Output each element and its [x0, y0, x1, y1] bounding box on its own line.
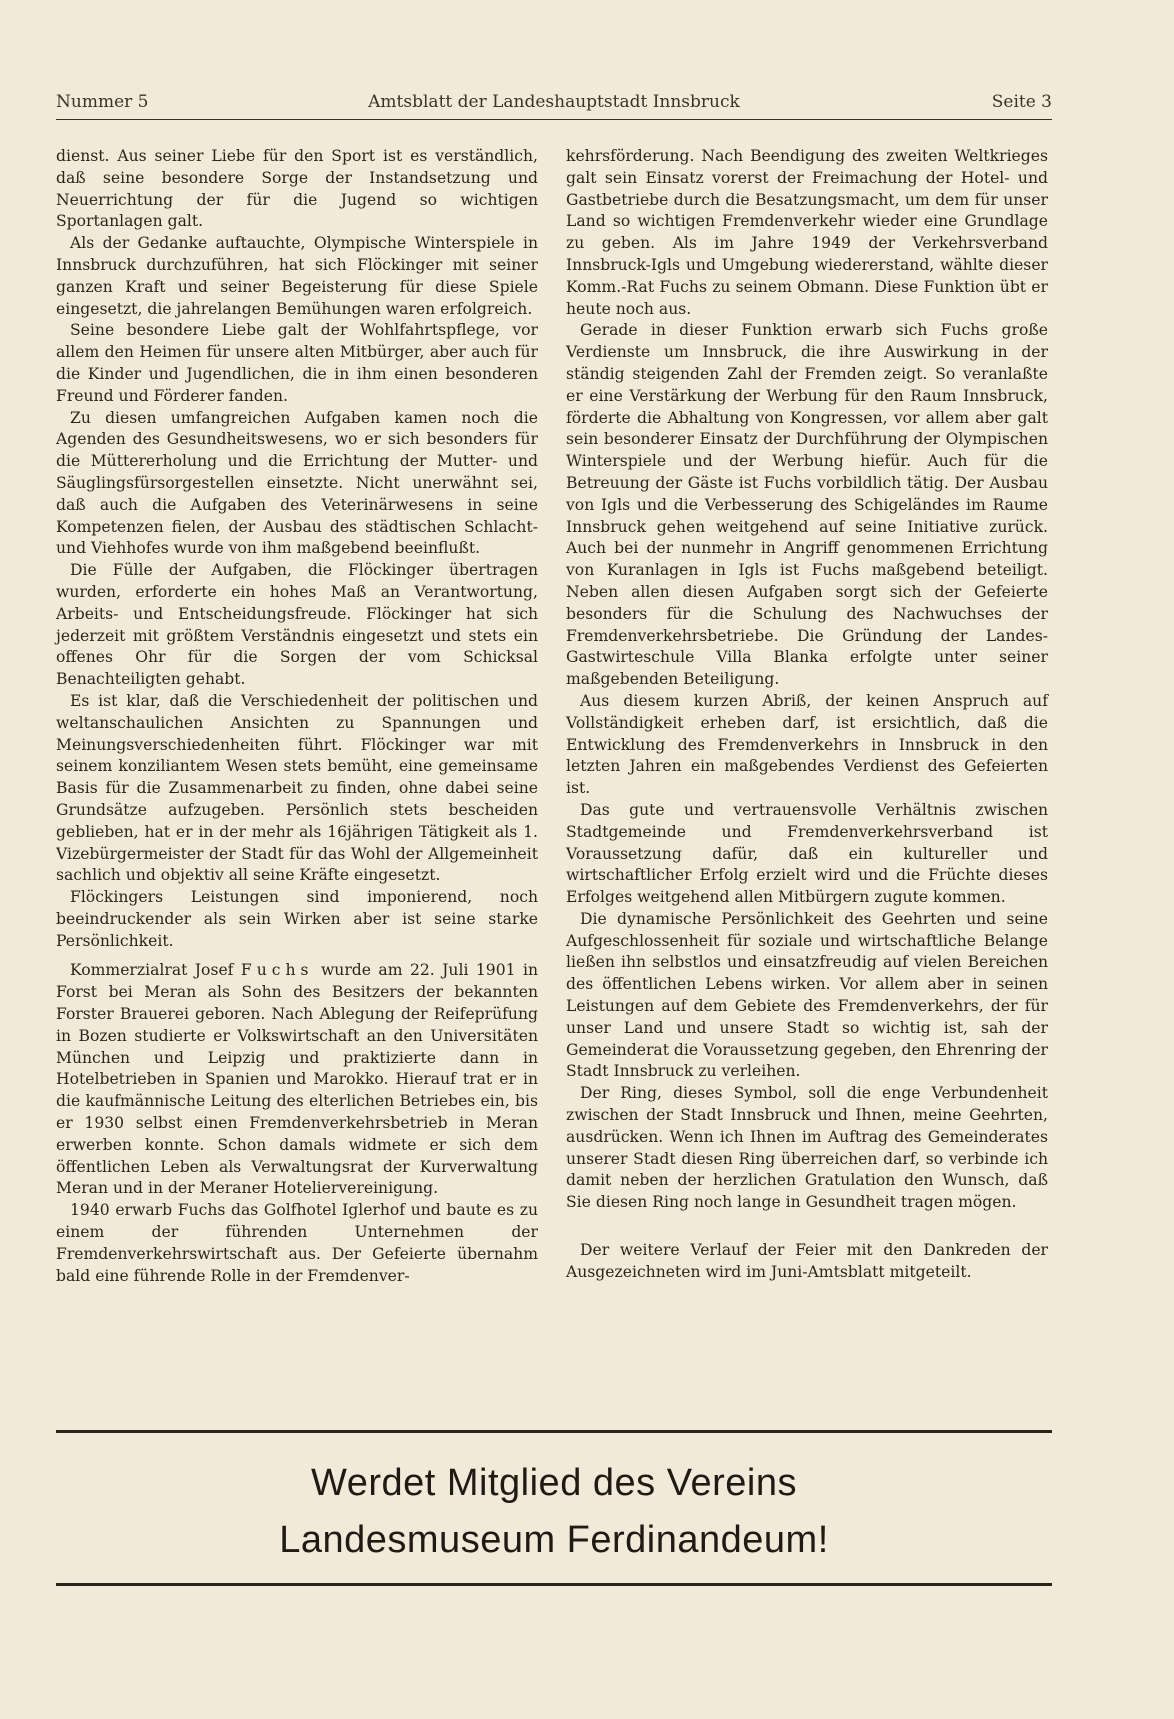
advert-line-2: Landesmuseum Ferdinandeum!: [279, 1519, 829, 1561]
advert-bottom-rule: [56, 1583, 1052, 1586]
advert-top-rule: [56, 1430, 1052, 1433]
header-rule: [56, 119, 1052, 120]
paragraph: Als der Gedanke auftauchte, Olympische Winterspiele in Innsbruck durchzuführen, hat sich Flöckinger mit seiner ganzen Kraft und seiner Begeisterung für diese Spiele eingesetzt, die jahrelangen Bemühungen waren erfolgreich.: [56, 234, 538, 318]
text-run: Kommerzialrat Josef: [70, 961, 241, 980]
person-name: Fuchs: [240, 961, 314, 980]
paragraph: Zu diesen umfangreichen Aufgaben kamen noch die Agenden des Gesundheitswesens, wo er sich besonders für die Müttererholung und die Errichtung der Mutter- und Säuglingsfürsorgestellen einsetzte. Nicht unerwähnt sei, daß auch die Aufgaben des Veterinärwesens in seine Kompetenzen fielen, der Ausbau des städtischen Schlacht- und Viehhofes wurde von ihm maßgebend beeinflußt.: [56, 408, 538, 558]
publication-title: Amtsblatt der Landeshauptstadt Innsbruck: [368, 92, 740, 112]
issue-number: Nummer 5: [56, 92, 149, 112]
page-header: [56, 92, 1052, 118]
paragraph: Gerade in dieser Funktion erwarb sich Fuchs große Verdienste um Innsbruck, die ihre Auswirkung in der ständig steigenden Zahl der Fremden zeigt. So veranlaßte er eine Verstärkung der Werbung für den Raum Innsbruck, förderte die Abhaltung von Kongressen, vor allem aber galt sein besonderer Einsatz der Durchführung der Olympischen Winterspiele und der Werbung hiefür. Auch für die Betreuung der Gäste ist Fuchs vorbildlich tätig. Der Ausbau von Igls und die Verbesserung des Schigeländes im Raume Innsbruck gehen weitgehend auf seine Initiative zurück. Auch bei der nunmehr in Angriff genommenen Errichtung von Kuranlagen in Igls ist Fuchs maßgebend beteiligt. Neben allen diesen Aufgaben sorgt sich der Gefeierte besonders für die Schulung des Nachwuchses der Fremdenverkehrsbetriebe. Die Gründung der Landes-Gastwirteschule Villa Blanka erfolgte unter seiner maßgebenden Beteiligung.: [566, 321, 1048, 689]
paragraph: Flöckingers Leistungen sind imponierend, noch beeindruckender als sein Wirken aber ist seine starke Persönlichkeit.: [56, 888, 538, 950]
paragraph: dienst. Aus seiner Liebe für den Sport ist es verständlich, daß seine besondere Sorge der Instandsetzung und Neuerrichtung der für die Jugend so wichtigen Sportanlagen galt.: [56, 147, 538, 231]
paragraph: Der Ring, dieses Symbol, soll die enge Verbundenheit zwischen der Stadt Innsbruck und Ihnen, meine Geehrten, ausdrücken. Wenn ich Ihnen im Auftrag des Gemeinderates unserer Stadt diesen Ring überreichen darf, so verbinde ich damit neben der herzlichen Gratulation den Wunsch, daß Sie diesen Ring noch lange in Gesundheit tragen mögen.: [566, 1084, 1048, 1212]
paragraph: Das gute und vertrauensvolle Verhältnis zwischen Stadtgemeinde und Fremdenverkehrsverband ist Voraussetzung dafür, daß ein kultureller und wirtschaftlicher Erfolg erzielt wird und die Früchte dieses Erfolges weitgehend allen Mitbürgern zugute kommen.: [566, 800, 1048, 907]
paragraph: kehrsförderung. Nach Beendigung des zweiten Weltkrieges galt sein Einsatz vorerst der Freimachung der Hotel- und Gastbetriebe durch die Besatzungsmacht, um dem für unser Land so wichtigen Fremdenverkehr wieder eine Grundlage zu geben. Als im Jahre 1949 der Verkehrsverband Innsbruck-Igls und Umgebung wiedererstand, wählte dieser Komm.-Rat Fuchs zu seinem Obmann. Diese Funktion übt er heute noch aus.: [566, 147, 1048, 318]
paragraph: 1940 erwarb Fuchs das Golfhotel Iglerhof und baute es zu einem der führenden Unternehmen der Fremdenverkehrswirtschaft aus. Der Gefeierte übernahm bald eine führende Rolle in der Fremdenver-: [56, 1201, 538, 1285]
paragraph: Die dynamische Persönlichkeit des Geehrten und seine Aufgeschlossenheit für soziale und wirtschaftliche Belange ließen ihn selbstlos und einsatzfreudig auf vielen Bereichen des öffentlichen Lebens wirken. Vor allem aber in seinen Leistungen auf dem Gebiete des Fremdenverkehrs, der für unser Land und unsere Stadt so wichtig ist, sah der Gemeinderat die Voraussetzung gegeben, den Ehrenring der Stadt Innsbruck zu verleihen.: [566, 909, 1048, 1081]
paragraph: Aus diesem kurzen Abriß, der keinen Anspruch auf Vollständigkeit erheben darf, ist ersichtlich, daß die Entwicklung des Fremdenverkehrs in Innsbruck in den letzten Jahren ein maßgebendes Verdienst des Gefeierten ist.: [566, 691, 1048, 798]
left-column: [56, 146, 538, 1287]
text-run: wurde am 22. Juli 1901 in Forst bei Meran als Sohn des Besitzers der bekannten Forster Brauerei geboren. Nach Ablegung der Reifeprüfung in Bozen studierte er Volkswirtschaft an den Universitäten München und Leipzig und praktizierte dann in Hotelbetrieben in Spanien und Marokko. Hierauf trat er in die kaufmännische Leitung des elterlichen Betriebes ein, bis er 1930 selbst einen Fremdenverkehrsbetrieb in Meran erwerben konnte. Schon damals widmete er sich dem öffentlichen Leben als Verwaltungsrat der Kurverwaltung Meran und in der Meraner Hoteliervereinigung.: [56, 961, 538, 1198]
right-column: [566, 146, 1048, 1284]
page-number: Seite 3: [991, 92, 1052, 112]
paragraph: Seine besondere Liebe galt der Wohlfahrtspflege, vor allem den Heimen für unsere alten Mitbürger, aber auch für die Kinder und Jugendlichen, die in ihm einen besonderen Freund und Förderer fanden.: [56, 321, 538, 405]
paragraph: Die Fülle der Aufgaben, die Flöckinger übertragen wurden, erforderte ein hohes Maß an Verantwortung, Arbeits- und Entscheidungsfreude. Flöckinger hat sich jederzeit mit größtem Verständnis eingesetzt und stets ein offenes Ohr für die Sorgen der vom Schicksal Benachteiligten gehabt.: [56, 561, 538, 689]
paragraph-fuchs-bio: [56, 960, 538, 1200]
advert-line-1: Werdet Mitglied des Vereins: [311, 1462, 797, 1504]
paragraph: Es ist klar, daß die Verschiedenheit der politischen und weltanschaulichen Ansichten zu Spannungen und Meinungsverschiedenheiten führt. Flöckinger war mit seinem konziliantem Wesen stets bemüht, eine gemeinsame Basis für die Zusammenarbeit zu finden, ohne dabei seine Grundsätze aufzugeben. Persönlich stets bescheiden geblieben, hat er in der mehr als 16jährigen Tätigkeit als 1. Vizebürgermeister der Stadt für das Wohl der Allgemeinheit sachlich und objektiv all seine Kräfte eingesetzt.: [56, 691, 538, 885]
paragraph-closing-note: Der weitere Verlauf der Feier mit den Dankreden der Ausgezeichneten wird im Juni-Amtsblatt mitgeteilt.: [566, 1241, 1048, 1281]
